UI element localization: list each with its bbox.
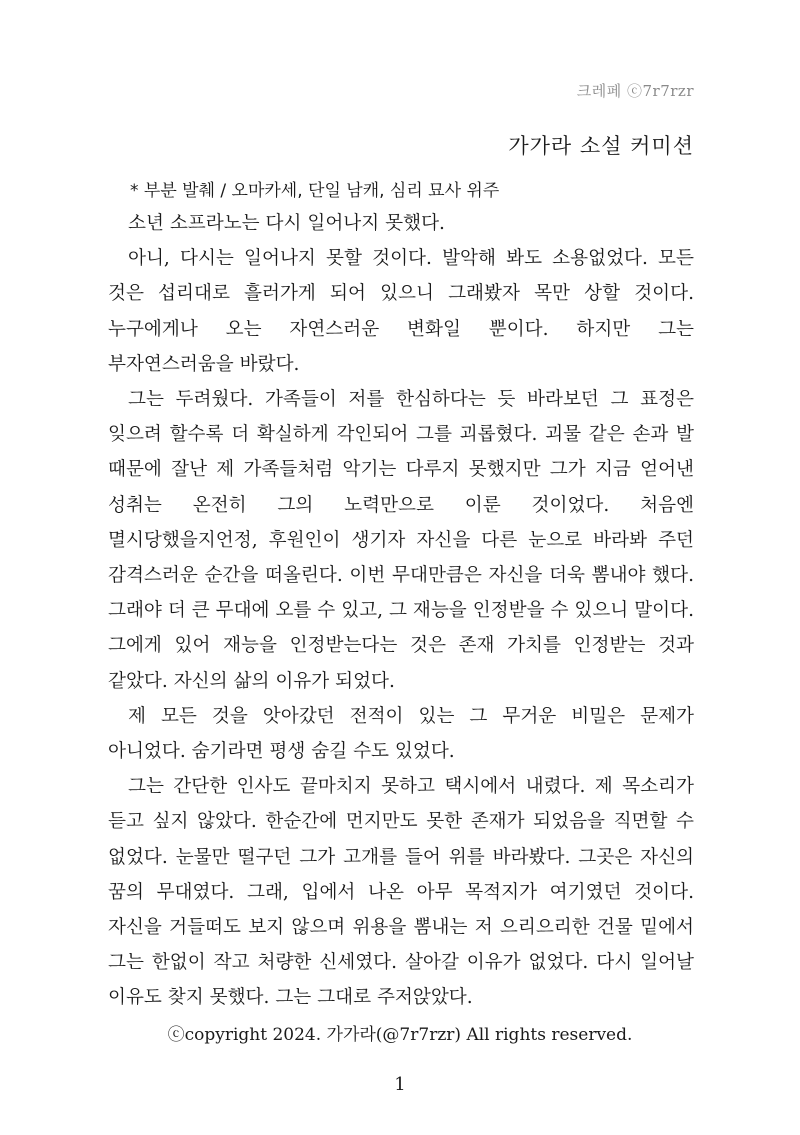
story-body: [108, 206, 694, 1016]
paragraph: 그는 간단한 인사도 끝마치지 못하고 택시에서 내렸다. 제 목소리가 듣고 싶지 않았다. 한순간에 먼지만도 못한 존재가 되었음을 직면할 수 없었다. 눈물만 떨구던 그가 고개를 들어 위를 바라봤다. 그곳은 자신의 꿈의 무대였다. 그래, 입에서 나온 아무 목적지가 여기였던 것이다. 자신을 거들떠도 보지 않으며 위용을 뽐내는 저 으리으리한 건물 밑에서 그는 한없이 작고 처량한 신세였다. 살아갈 이유가 없었다. 다시 일어날 이유도 찾지 못했다. 그는 그대로 주저앉았다.: [108, 776, 694, 1009]
header-tag: 크레페 ⓒ7r7rzr: [576, 82, 694, 100]
copyright-notice: ⓒcopyright 2024. 가가라(@7r7rzr) All rights reserved.: [167, 1025, 633, 1045]
document-title: 가가라 소설 커미션: [508, 134, 694, 158]
paragraph: 제 모든 것을 앗아갔던 전적이 있는 그 무거운 비밀은 문제가 아니었다. 숨기라면 평생 숨길 수도 있었다.: [108, 705, 694, 763]
paragraph: 아니, 다시는 일어나지 못할 것이다. 발악해 봐도 소용없었다. 모든 것은 섭리대로 흘러가게 되어 있으니 그래봤자 목만 상할 것이다. 누구에게나 오는 자연스러운 변화일 뿐이다. 하지만 그는 부자연스러움을 바랐다.: [108, 248, 694, 375]
page-number: 1: [394, 1074, 406, 1095]
subtitle-note: * 부분 발췌 / 오마카세, 단일 남캐, 심리 묘사 위주: [130, 181, 500, 201]
paragraph: 소년 소프라노는 다시 일어나지 못했다.: [128, 213, 445, 234]
paragraph: 그는 두려웠다. 가족들이 저를 한심하다는 듯 바라보던 그 표정은 잊으려 할수록 더 확실하게 각인되어 그를 괴롭혔다. 괴물 같은 손과 발 때문에 잘난 제 가족들처럼 악기는 다루지 못했지만 그가 지금 얻어낸 성취는 온전히 그의 노력만으로 이룬 것이었다. 처음엔 멸시당했을지언정, 후원인이 생기자 자신을 다른 눈으로 바라봐 주던 감격스러운 순간을 떠올린다. 이번 무대만큼은 자신을 더욱 뽐내야 했다. 그래야 더 큰 무대에 오를 수 있고, 그 재능을 인정받을 수 있으니 말이다. 그에게 있어 재능을 인정받는다는 것은 존재 가치를 인정받는 것과 같았다. 자신의 삶의 이유가 되었다.: [108, 389, 694, 692]
